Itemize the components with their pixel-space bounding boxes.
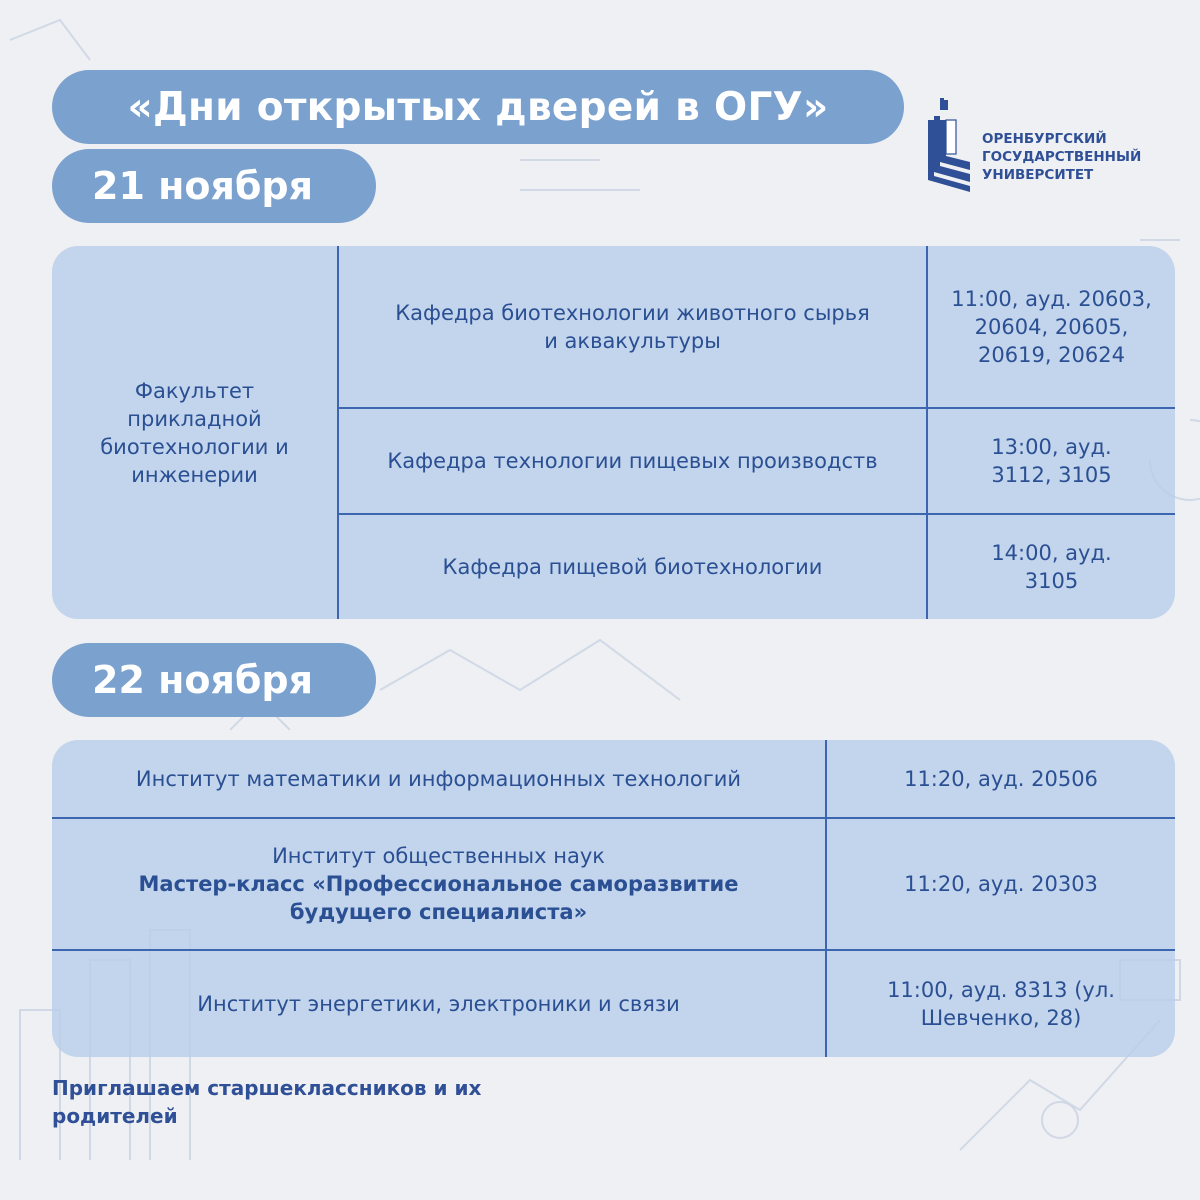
schedule-table-day1 (52, 246, 1175, 619)
institute-name: Институт общественных наук (272, 844, 605, 868)
time-cell: 13:00, ауд. 3112, 3105 (991, 435, 1112, 487)
time-cell: 11:00, ауд. 20603, 20604, 20605, 20619, 20624 (951, 286, 1152, 367)
university-name (982, 130, 1141, 184)
faculty-cell: Факультет прикладной биотехнологии и инженерии (100, 378, 289, 487)
university-emblem-icon (926, 98, 972, 194)
invitation-text: Приглашаем старшеклассников и их родителей (52, 1076, 482, 1128)
time-cell: 14:00, ауд. 3105 (991, 541, 1112, 593)
time-cell: 11:00, ауд. 8313 (ул. Шевченко, 28) (887, 978, 1115, 1030)
department-cell: Кафедра биотехнологии животного сырья и аквакультуры (395, 300, 870, 353)
university-logo (926, 98, 1166, 194)
institute-cell: Институт энергетики, электроники и связи (197, 992, 680, 1016)
department-cell: Кафедра технологии пищевых производств (387, 449, 878, 473)
department-cell: Кафедра пищевой биотехнологии (442, 555, 823, 579)
master-class-title: Мастер-класс «Профессиональное саморазвитие будущего специалиста» (138, 872, 739, 924)
institute-cell (52, 819, 825, 949)
time-cell: 11:20, ауд. 20506 (904, 766, 1098, 791)
university-name-line: ГОСУДАРСТВЕННЫЙ (982, 149, 1142, 165)
date-badge-day2: 22 ноября (52, 643, 376, 717)
institute-cell: Институт математики и информационных технологий (135, 766, 742, 791)
time-cell: 11:20, ауд. 20303 (904, 872, 1098, 896)
date-badge-day1: 21 ноября (52, 149, 376, 223)
page-title: «Дни открытых дверей в ОГУ» (52, 70, 904, 144)
schedule-table-day2 (52, 740, 1175, 1057)
university-name-line: УНИВЕРСИТЕТ (982, 167, 1094, 183)
university-name-line: ОРЕНБУРГСКИЙ (982, 131, 1107, 147)
